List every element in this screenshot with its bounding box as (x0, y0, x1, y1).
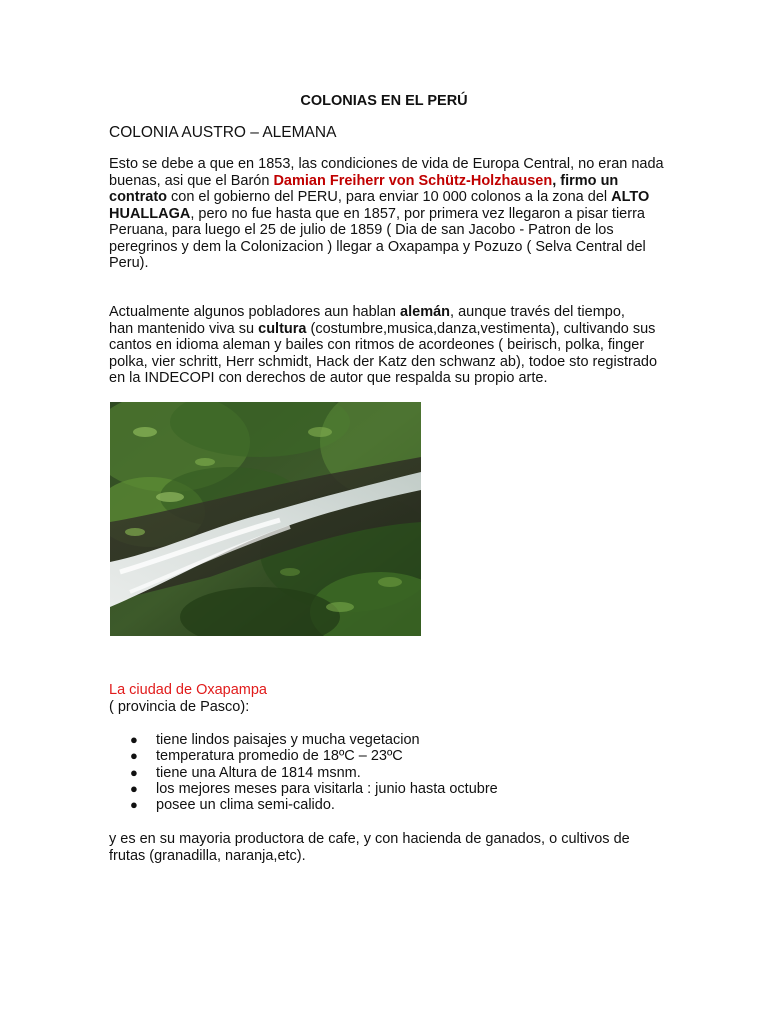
baron-name: Damian Freiherr von Schütz-Holzhausen (273, 172, 553, 189)
bullet-icon: ● (130, 748, 138, 764)
paragraph-line: Esto se debe a que en 1853, las condiciones de vida de Europa Central, no eran nada (109, 156, 664, 172)
text-run: , aunque través del tiempo, (450, 304, 625, 320)
paragraph-line: cantos en idioma aleman y bailes con ritmos de acordeones ( beirisch, polka, finger (109, 337, 645, 353)
paragraph-line (109, 321, 669, 338)
paragraph-line (109, 206, 669, 223)
section-heading-oxapampa: La ciudad de Oxapampa (109, 682, 267, 698)
list-item-text: tiene lindos paisajes y mucha vegetacion (156, 732, 420, 748)
list-item-text: los mejores meses para visitarla : junio hasta octubre (156, 780, 498, 797)
list-item (130, 765, 472, 781)
text-run: Actualmente algunos pobladores aun hablan (109, 304, 401, 320)
text-run: buenas, asi que el Barón (109, 172, 274, 189)
paragraph-line: y es en su mayoria productora de cafe, y con hacienda de ganados, o cultivos de (109, 831, 630, 847)
text-run: (costumbre,musica,danza,vestimenta), cultivando sus (306, 320, 656, 337)
section-subtitle: COLONIA AUSTRO – ALEMANA (109, 124, 337, 141)
text-run-bold: cultura (258, 320, 307, 337)
bullet-icon: ● (130, 780, 138, 796)
bullet-icon: ● (130, 764, 138, 780)
paragraph-line: en la INDECOPI con derechos de autor que respalda su propio arte. (109, 370, 548, 386)
list-item (130, 780, 498, 797)
paragraph-line: peregrinos y dem la Colonizacion ) llegar a Oxapampa y Pozuzo ( Selva Central del (109, 238, 646, 255)
text-run-bold: ALTO (611, 189, 650, 205)
paragraph-line: frutas (granadilla, naranja,etc). (109, 847, 306, 864)
waterfall-photo (110, 402, 421, 636)
list-item-text: tiene una Altura de 1814 msnm. (156, 764, 361, 781)
paragraph-line: polka, vier schritt, Herr schmidt, Hack der Katz den schwanz ab), todoe sto registrado (109, 353, 658, 370)
list-item (130, 748, 472, 764)
list-item-text: temperatura promedio de 18ºC – 23ºC (156, 748, 403, 765)
text-run: , pero no fue hasta que en 1857, por primera vez llegaron a pisar tierra (190, 205, 645, 222)
list-item (130, 732, 472, 748)
paragraph-line (109, 189, 669, 206)
text-run: con el gobierno del PERU, para enviar 10 000 colonos a la zona del (167, 189, 612, 205)
page-title: COLONIAS EN EL PERÚ (300, 93, 468, 109)
paragraph-economy (109, 831, 669, 864)
text-run-bold: alemán (400, 304, 451, 320)
paragraph-line: Peru). (109, 255, 149, 271)
paragraph-line (109, 173, 669, 190)
text-run-bold: HUALLAGA (109, 205, 191, 222)
text-run-bold: contrato (109, 189, 167, 205)
text-run: han mantenido viva su (109, 320, 259, 337)
bullet-icon: ● (130, 732, 138, 747)
bullet-icon: ● (130, 797, 138, 813)
features-list (130, 732, 498, 814)
list-item-text: posee un clima semi-calido. (156, 797, 335, 814)
paragraph-line: Peruana, para luego el 25 de julio de 1859 ( Dia de san Jacobo - Patron de los (109, 222, 614, 238)
text-run-bold: , firmo un (552, 172, 619, 189)
paragraph-culture (109, 304, 669, 387)
list-item (130, 797, 472, 813)
paragraph-history (109, 156, 669, 272)
section-subheading-province: ( provincia de Pasco): (109, 699, 250, 715)
paragraph-line (109, 304, 669, 321)
